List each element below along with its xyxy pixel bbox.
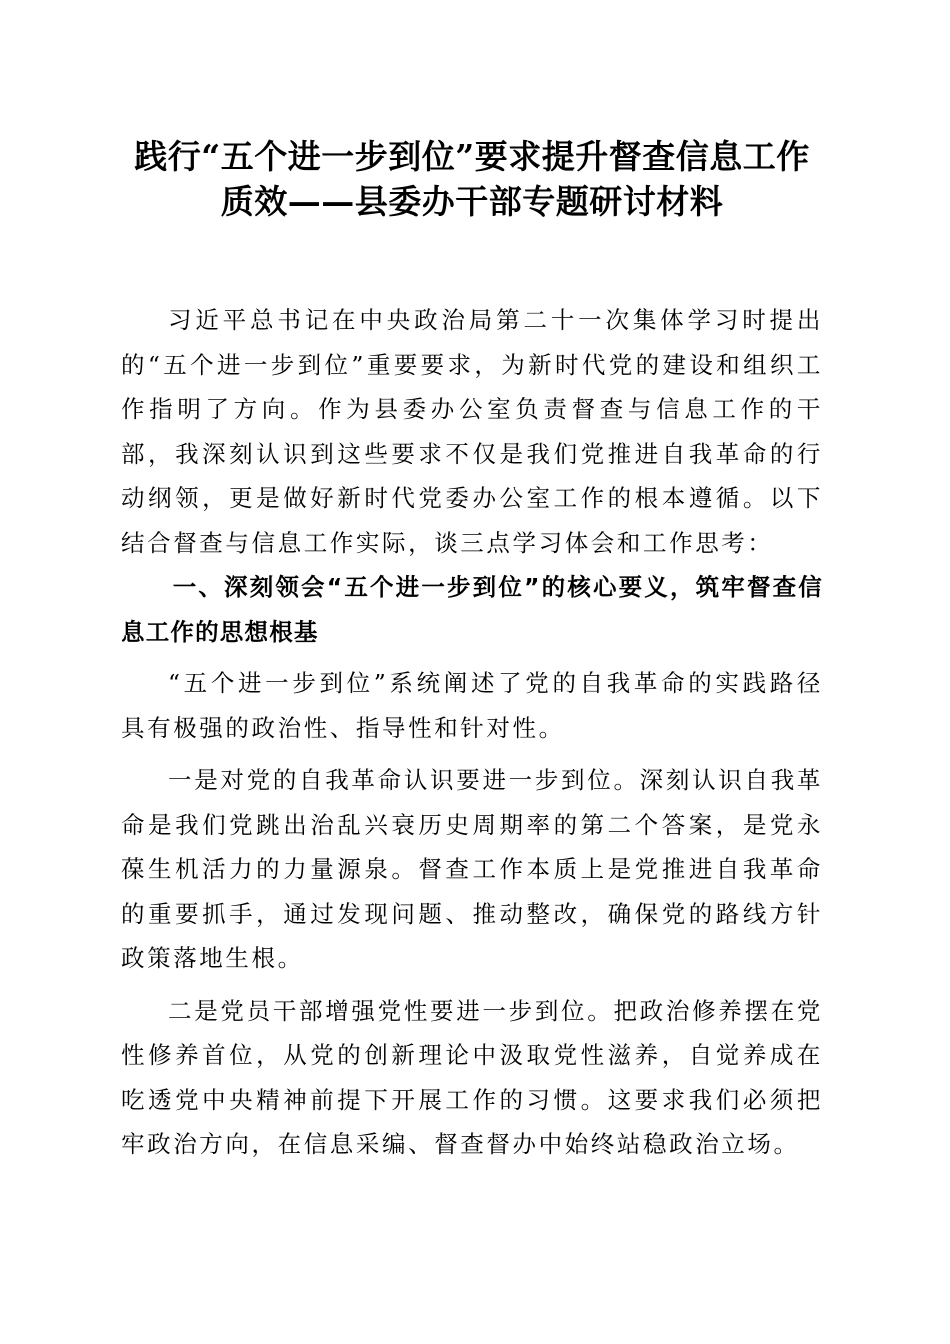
document-title: 践行“五个进一步到位”要求提升督查信息工作质效——县委办干部专题研讨材料 <box>134 137 810 221</box>
point-1-paragraph: 一是对党的自我革命认识要进一步到位。深刻认识自我革命是我们党跳出治乱兴衰历史周期率的第二个答案，是党永葆生机活力的力量源泉。督查工作本质上是党推进自我革命的重要抓手，通过发现问题、推动整改，确保党的路线方针政策落地生根。 <box>121 766 823 972</box>
section-1-summary-paragraph: “五个进一步到位”系统阐述了党的自我革命的实践路径具有极强的政治性、指导性和针对性。 <box>121 669 823 742</box>
intro-paragraph: 习近平总书记在中央政治局第二十一次集体学习时提出的“五个进一步到位”重要要求，为新时代党的建设和组织工作指明了方向。作为县委办公室负责督查与信息工作的干部，我深刻认识到这些要求不仅是我们党推进自我革命的行动纲领，更是做好新时代党委办公室工作的根本遵循。以下结合督查与信息工作实际，谈三点学习体会和工作思考： <box>121 306 823 557</box>
point-2-paragraph: 二是党员干部增强党性要进一步到位。把政治修养摆在党性修养首位，从党的创新理论中汲取党性滋养，自觉养成在吃透党中央精神前提下开展工作的习惯。这要求我们必须把牢政治方向，在信息采编、督查督办中始终站稳政治立场。 <box>121 996 823 1158</box>
section-heading-1: 一、深刻领会“五个进一步到位”的核心要义，筑牢督查信息工作的思想根基 <box>121 573 823 646</box>
document-body <box>121 298 823 1167</box>
